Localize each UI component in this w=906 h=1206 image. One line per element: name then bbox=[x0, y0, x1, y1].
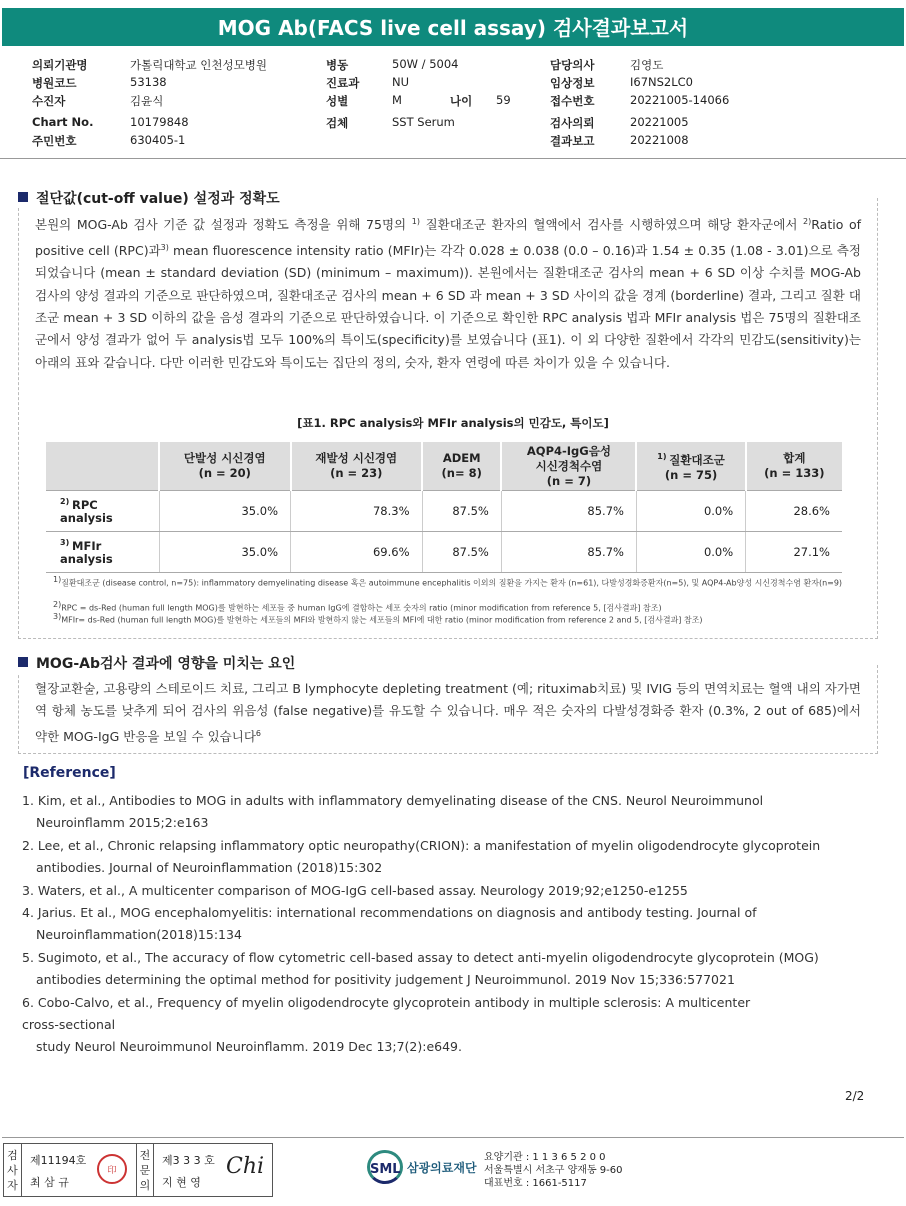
lab-phone: 대표번호 : 1661-5117 bbox=[484, 1178, 587, 1189]
report-title: MOG Ab(FACS live cell assay) 검사결과보고서 bbox=[2, 8, 904, 46]
table-header: 단발성 시신경염 (n = 20) bbox=[159, 442, 291, 491]
reference-item: 6. Cobo-Calvo, et al., Frequency of myelin oligodendrocyte glycoprotein antibody in multiple sclerosis: A multicenter bbox=[22, 994, 751, 1010]
reference-item: 2. Lee, et al., Chronic relapsing inflammatory optic neuropathy(CRION): a manifestation of myelin oligodendrocyte glycoprotein bbox=[22, 837, 821, 853]
table-cell: 35.0% bbox=[159, 491, 291, 532]
org-name: 삼광의료재단 bbox=[407, 1160, 477, 1175]
examiner-name: 최 삼 규 bbox=[30, 1176, 69, 1189]
info-value: 20221005-14066 bbox=[630, 93, 730, 107]
info-label: 수진자 bbox=[32, 94, 66, 108]
table-cell: 85.7% bbox=[501, 491, 636, 532]
info-value: SST Serum bbox=[392, 115, 455, 129]
reference-title: [Reference] bbox=[23, 765, 116, 781]
table-cell: 0.0% bbox=[636, 532, 745, 573]
table-cell: 85.7% bbox=[501, 532, 636, 573]
section2-body: 혈장교환술, 고용량의 스테로이드 치료, 그리고 B lymphocyte depleting treatment (예; rituximab치료) 및 IVIG 등의 면역치료는 혈액 내의 자가면역 항체 농도를 낮추게 되어 검사의 위음성 (false negative)를 유도할 수 있습니다. 매우 적은 숫자의 다발성경화증 환자 (0.3%, 2 out of 685)에서 약한 MOG-IgG 반응을 보일 수 있습니다$^6$ bbox=[35, 681, 861, 744]
info-value: 가톨릭대학교 인천성모병원 bbox=[130, 58, 267, 72]
body-text: 질환대조군 환자의 혈액에서 검사를 시행하였으며 해당 환자군에서 bbox=[419, 217, 804, 233]
reference-item: 3. Waters, et al., A multicenter comparison of MOG-IgG cell-based assay. Neurology 2019;92;e1250-e1255 bbox=[22, 882, 688, 898]
table-header: ADEM (n= 8) bbox=[422, 442, 501, 491]
body-text: mean fluorescence intensity ratio (MFIr)는 각각 0.028 ± 0.038 (0.0 – 0.16)과 1.54 ± 0.35 (1.08 - 3.01)으로 측정되었습니다 (mean ± standard deviation (SD) (minimum – maximum)). 본원에서는 질환대조군 검사의 mean + 6 SD 이상 수치를 MOG-Ab 검사의 양성 결과의 기준으로 판단하였으며, 질환대조군 검사의 mean + 6 SD 과 mean + 3 SD 사이의 값을 경계 (borderline) 결과, 그리고 질환 대조군 mean + 3 SD 이하의 값을 음성 결과의 기준으로 판단하였습니다. 이 기준으로 확인한 RPC analysis 법과 MFIr analysis 법은 75명의 질환대조군에서 양성 결과가 없어 두 analysis법 모두 100%의 특이도(specificity)를 보였습니다 (표1). 이 외 다양한 질환에서 각각의 민감도(sensitivity)는 아래의 표와 같습니다. 다만 이러한 민감도와 특이도는 집단의 정의, 숫자, 환자 연령에 따른 차이가 있을 수 있습니다. bbox=[35, 242, 862, 370]
info-value: 20221005 bbox=[630, 115, 689, 129]
info-value: 20221008 bbox=[630, 133, 689, 147]
info-label: 병원코드 bbox=[32, 76, 77, 90]
reference-list bbox=[22, 790, 872, 1059]
reference-item: antibodies. Journal of Neuroinflammation (2018)15:302 bbox=[36, 860, 383, 876]
info-value: 50W / 5004 bbox=[392, 57, 459, 71]
info-label: 나이 bbox=[450, 94, 473, 108]
footnote-ref: 3) bbox=[160, 242, 169, 252]
reference-item: 5. Sugimoto, et al., The accuracy of flow cytometric cell-based assay to detect anti-myelin oligodendrocyte glycoprotein (MOG) bbox=[22, 949, 819, 965]
info-value: 53138 bbox=[130, 75, 167, 89]
info-label: 의뢰기관명 bbox=[32, 58, 88, 72]
info-label: 담당의사 bbox=[550, 58, 595, 72]
page-number: 2/2 bbox=[845, 1089, 865, 1103]
reference-item: 4. Jarius. Et al., MOG encephalomyelitis: international recommendations on diagnosis and antibody testing. Journal of bbox=[22, 905, 757, 921]
table-cell: 28.6% bbox=[746, 491, 842, 532]
reference-item: Neuroinflamm 2015;2:e163 bbox=[36, 815, 209, 831]
reference-item: 1. Kim, et al., Antibodies to MOG in adults with inflammatory demyelinating disease of the CNS. Neurol Neuroimmunol bbox=[22, 793, 764, 808]
table-cell: 78.3% bbox=[291, 491, 423, 532]
body-text: Ratio of positive cell (RPC)과 bbox=[35, 217, 862, 258]
square-bullet-icon bbox=[18, 657, 28, 667]
info-label: 검체 bbox=[326, 116, 349, 130]
square-bullet-icon bbox=[18, 192, 28, 202]
lab-code: 요양기관 : 1 1 3 6 5 2 0 0 bbox=[484, 1152, 606, 1163]
section1-title: 절단값(cut-off value) 설정과 정확도 bbox=[18, 188, 286, 208]
section1-body bbox=[35, 211, 861, 374]
table-cell: 87.5% bbox=[422, 532, 501, 573]
table-cell: 87.5% bbox=[422, 491, 501, 532]
info-value: I67NS2LC0 bbox=[630, 75, 693, 89]
specialist-label: 전 문 의 bbox=[136, 1144, 154, 1196]
info-label: 성별 bbox=[326, 94, 349, 108]
info-label: Chart No. bbox=[32, 115, 94, 129]
sml-logo bbox=[367, 1150, 477, 1184]
footnote-ref: 2) bbox=[803, 217, 812, 226]
specialist-license: 제3 3 3 호 bbox=[162, 1154, 215, 1167]
signature: Chi bbox=[226, 1154, 265, 1179]
info-value: 59 bbox=[496, 93, 511, 107]
section2-title: MOG-Ab검사 결과에 영향을 미치는 요인 bbox=[18, 653, 301, 673]
row-label: $^{3)}$ MFIr analysis bbox=[46, 532, 159, 573]
reference-item: antibodies determining the optimal method for positivity judgement J Neuroimmunol. 2019 Nov 15;336:577021 bbox=[36, 972, 735, 988]
lab-info bbox=[484, 1151, 623, 1190]
examiner-label: 검 사 자 bbox=[4, 1144, 22, 1196]
info-label: 주민번호 bbox=[32, 134, 77, 148]
table-footnote: $^{2)}$RPC = ds-Red (human full length MOG)를 발현하는 세포들 중 human IgG에 결합하는 세포 숫자의 ratio (minor modification from reference 5, [검사결과] 참조) bbox=[53, 600, 662, 613]
info-label: 진료과 bbox=[326, 76, 360, 90]
table-cell: 35.0% bbox=[159, 532, 291, 573]
info-label: 임상정보 bbox=[550, 76, 595, 90]
table-cell: 69.6% bbox=[291, 532, 423, 573]
table-cell: 27.1% bbox=[746, 532, 842, 573]
seal-icon: 印 bbox=[97, 1154, 127, 1184]
footnote-ref: 1) bbox=[411, 217, 420, 226]
info-label: 결과보고 bbox=[550, 134, 595, 148]
table-row bbox=[46, 491, 842, 532]
reference-item: study Neurol Neuroimmunol Neuroinflamm. 2019 Dec 13;7(2):e649. bbox=[36, 1039, 462, 1055]
lab-address: 서울특별시 서초구 양재동 9-60 bbox=[484, 1165, 623, 1176]
info-value: NU bbox=[392, 75, 410, 89]
info-label: 병동 bbox=[326, 58, 349, 72]
examiner-license: 제11194호 bbox=[30, 1154, 87, 1167]
table-cell: 0.0% bbox=[636, 491, 745, 532]
info-label: 접수번호 bbox=[550, 94, 595, 108]
body-text: 본원의 MOG-Ab 검사 기준 값 설정과 정확도 측정을 위해 75명의 bbox=[35, 217, 412, 233]
table-header: 재발성 시신경염 (n = 23) bbox=[291, 442, 423, 491]
table-corner bbox=[46, 442, 159, 491]
table-header: 합계 (n = 133) bbox=[746, 442, 842, 491]
table-caption: [표1. RPC analysis와 MFIr analysis의 민감도, 특이도] bbox=[297, 416, 609, 430]
table-header: AQP4-IgG음성 시신경척수염 (n = 7) bbox=[501, 442, 636, 491]
sml-logo-icon: SML bbox=[367, 1150, 403, 1184]
info-value: M bbox=[392, 93, 402, 107]
info-value: 10179848 bbox=[130, 115, 189, 129]
table-row bbox=[46, 532, 842, 573]
reference-item: cross-sectional bbox=[22, 1017, 116, 1033]
info-value: 김영도 bbox=[630, 58, 664, 72]
signature-box bbox=[3, 1143, 273, 1197]
divider bbox=[0, 158, 906, 159]
table-header: $^{1)}$ 질환대조군 (n = 75) bbox=[636, 442, 745, 491]
table-footnote: $^{1)}$질환대조군 (disease control, n=75): inflammatory demyelinating disease 혹은 autoimmune encephalitis 이외의 질환을 가지는 환자 (n=61), 다발성경화증환자(n=5), 및 AQP4-Ab양성 시신경척수염 환자(n=9) bbox=[53, 575, 843, 588]
reference-item: Neuroinflammation(2018)15:134 bbox=[36, 927, 242, 943]
results-table bbox=[46, 442, 842, 573]
info-value: 김윤식 bbox=[130, 94, 164, 108]
info-label: 검사의뢰 bbox=[550, 116, 595, 130]
specialist-name: 지 현 영 bbox=[162, 1176, 201, 1189]
info-value: 630405-1 bbox=[130, 133, 186, 147]
row-label: $^{2)}$ RPC analysis bbox=[46, 491, 159, 532]
table-footnote: $^{3)}$MFIr= ds-Red (human full length MOG)를 발현하는 세포들의 MFI와 발현하지 않는 세포들의 MFI에 대한 ratio (minor modification from reference 2 and 5, [검사결과] 참조) bbox=[53, 612, 703, 625]
